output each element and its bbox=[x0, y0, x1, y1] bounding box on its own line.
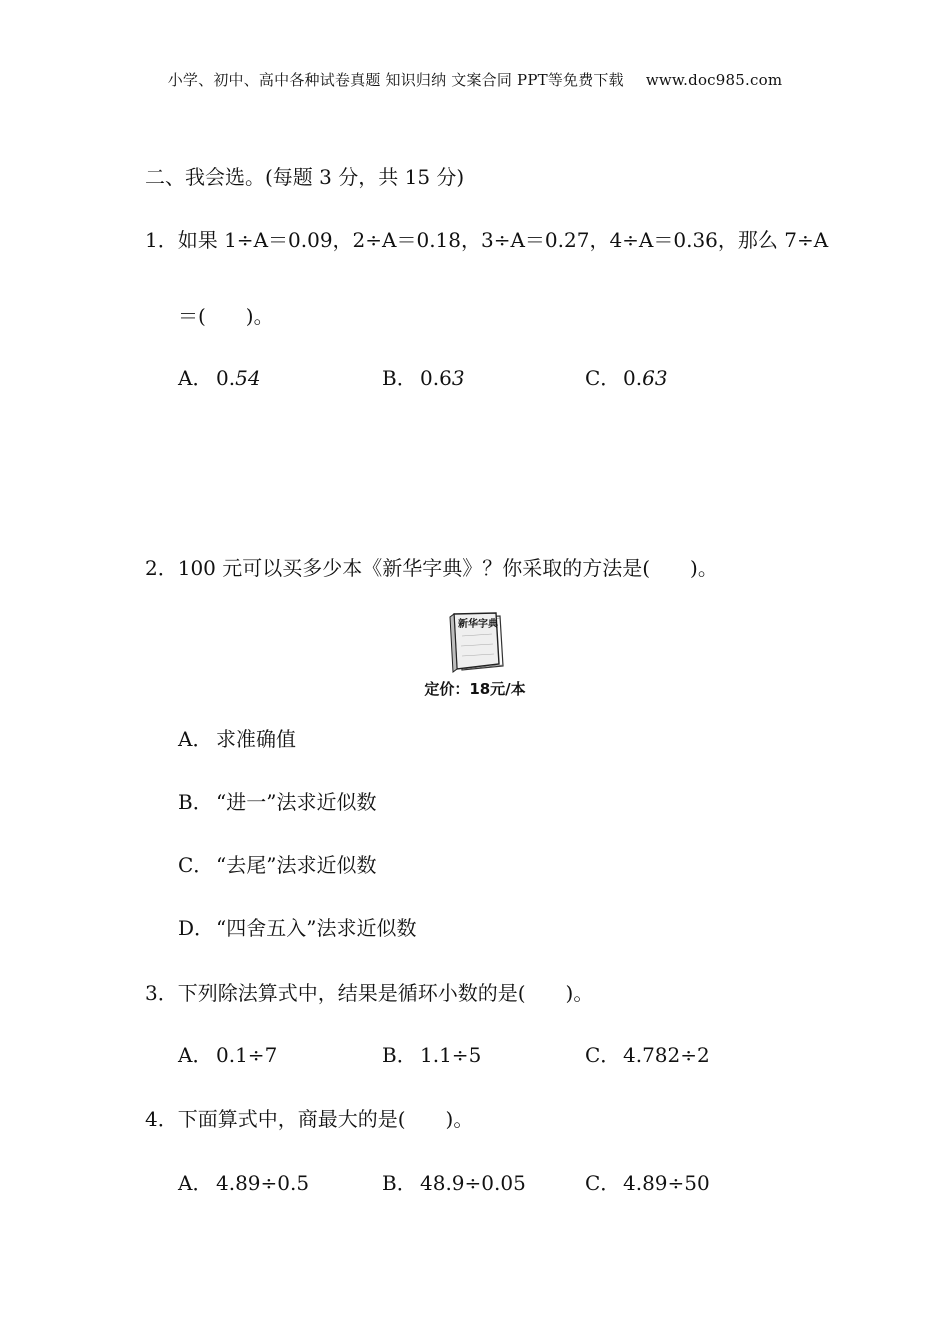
q3-option-c[interactable] bbox=[585, 1043, 710, 1067]
option-text: 4.89÷0.5 bbox=[216, 1171, 310, 1195]
option-label: B． bbox=[382, 366, 417, 390]
q3-option-a[interactable] bbox=[178, 1043, 277, 1067]
q2-option-d[interactable] bbox=[178, 916, 416, 940]
option-label: C． bbox=[585, 366, 621, 390]
option-label: C． bbox=[585, 1043, 621, 1067]
option-text: “四舍五入”法求近似数 bbox=[216, 916, 417, 940]
option-value-int: 0.6 bbox=[420, 366, 452, 390]
q4-stem: 4．下面算式中，商最大的是( )。 bbox=[145, 1107, 474, 1131]
header-url: www.doc985.com bbox=[645, 71, 783, 89]
q2-stem: 2．100 元可以买多少本《新华字典》？你采取的方法是( )。 bbox=[145, 556, 718, 580]
option-text: 4.782÷2 bbox=[623, 1043, 710, 1067]
option-label: A． bbox=[178, 1171, 213, 1195]
q2-option-a[interactable] bbox=[178, 727, 296, 751]
option-text: 0.1÷7 bbox=[216, 1043, 278, 1067]
option-label: B． bbox=[178, 790, 213, 814]
option-text: 求准确值 bbox=[216, 727, 296, 751]
option-text: 4.89÷50 bbox=[623, 1171, 710, 1195]
q1-option-a[interactable] bbox=[178, 366, 261, 390]
q4-option-c[interactable] bbox=[585, 1171, 710, 1195]
option-label: D． bbox=[178, 916, 215, 940]
q3-option-b[interactable] bbox=[382, 1043, 481, 1067]
option-label: A． bbox=[178, 1043, 213, 1067]
q2-option-c[interactable] bbox=[178, 853, 376, 877]
q4-option-b[interactable] bbox=[382, 1171, 526, 1195]
option-label: A． bbox=[178, 727, 213, 751]
option-value-int: 0. bbox=[216, 366, 236, 390]
option-value-repeat: 3 bbox=[451, 366, 465, 390]
header-left-text: 小学、初中、高中各种试卷真题 知识归纳 文案合同 PPT等免费下载 bbox=[167, 71, 624, 89]
option-text: 1.1÷5 bbox=[420, 1043, 482, 1067]
q2-option-b[interactable] bbox=[178, 790, 376, 814]
q1-option-c[interactable] bbox=[585, 366, 668, 390]
book-icon bbox=[448, 612, 506, 674]
option-label: B． bbox=[382, 1043, 417, 1067]
q1-stem-line2: ＝( )。 bbox=[178, 304, 274, 328]
section-title: 二、我会选。(每题 3 分，共 15 分) bbox=[145, 165, 465, 189]
option-label: C． bbox=[178, 853, 214, 877]
option-label: C． bbox=[585, 1171, 621, 1195]
book-title-text: 新华字典 bbox=[458, 619, 498, 630]
option-label: A． bbox=[178, 366, 213, 390]
q3-stem: 3．下列除法算式中，结果是循环小数的是( )。 bbox=[145, 981, 594, 1005]
q1-stem-line1: 1．如果 1÷A＝0.09，2÷A＝0.18，3÷A＝0.27，4÷A＝0.36，那么 7÷A bbox=[145, 228, 829, 252]
option-value-int: 0. bbox=[623, 366, 643, 390]
option-text: “进一”法求近似数 bbox=[216, 790, 377, 814]
book-price-caption: 定价：18元/本 bbox=[424, 680, 526, 698]
option-label: B． bbox=[382, 1171, 417, 1195]
option-text: “去尾”法求近似数 bbox=[216, 853, 377, 877]
option-value-repeat: 54 bbox=[235, 366, 261, 390]
q1-option-b[interactable] bbox=[382, 366, 465, 390]
page-header bbox=[0, 69, 950, 90]
option-value-repeat: 63 bbox=[642, 366, 668, 390]
dictionary-book-image bbox=[448, 612, 506, 678]
q4-option-a[interactable] bbox=[178, 1171, 309, 1195]
option-text: 48.9÷0.05 bbox=[420, 1171, 526, 1195]
